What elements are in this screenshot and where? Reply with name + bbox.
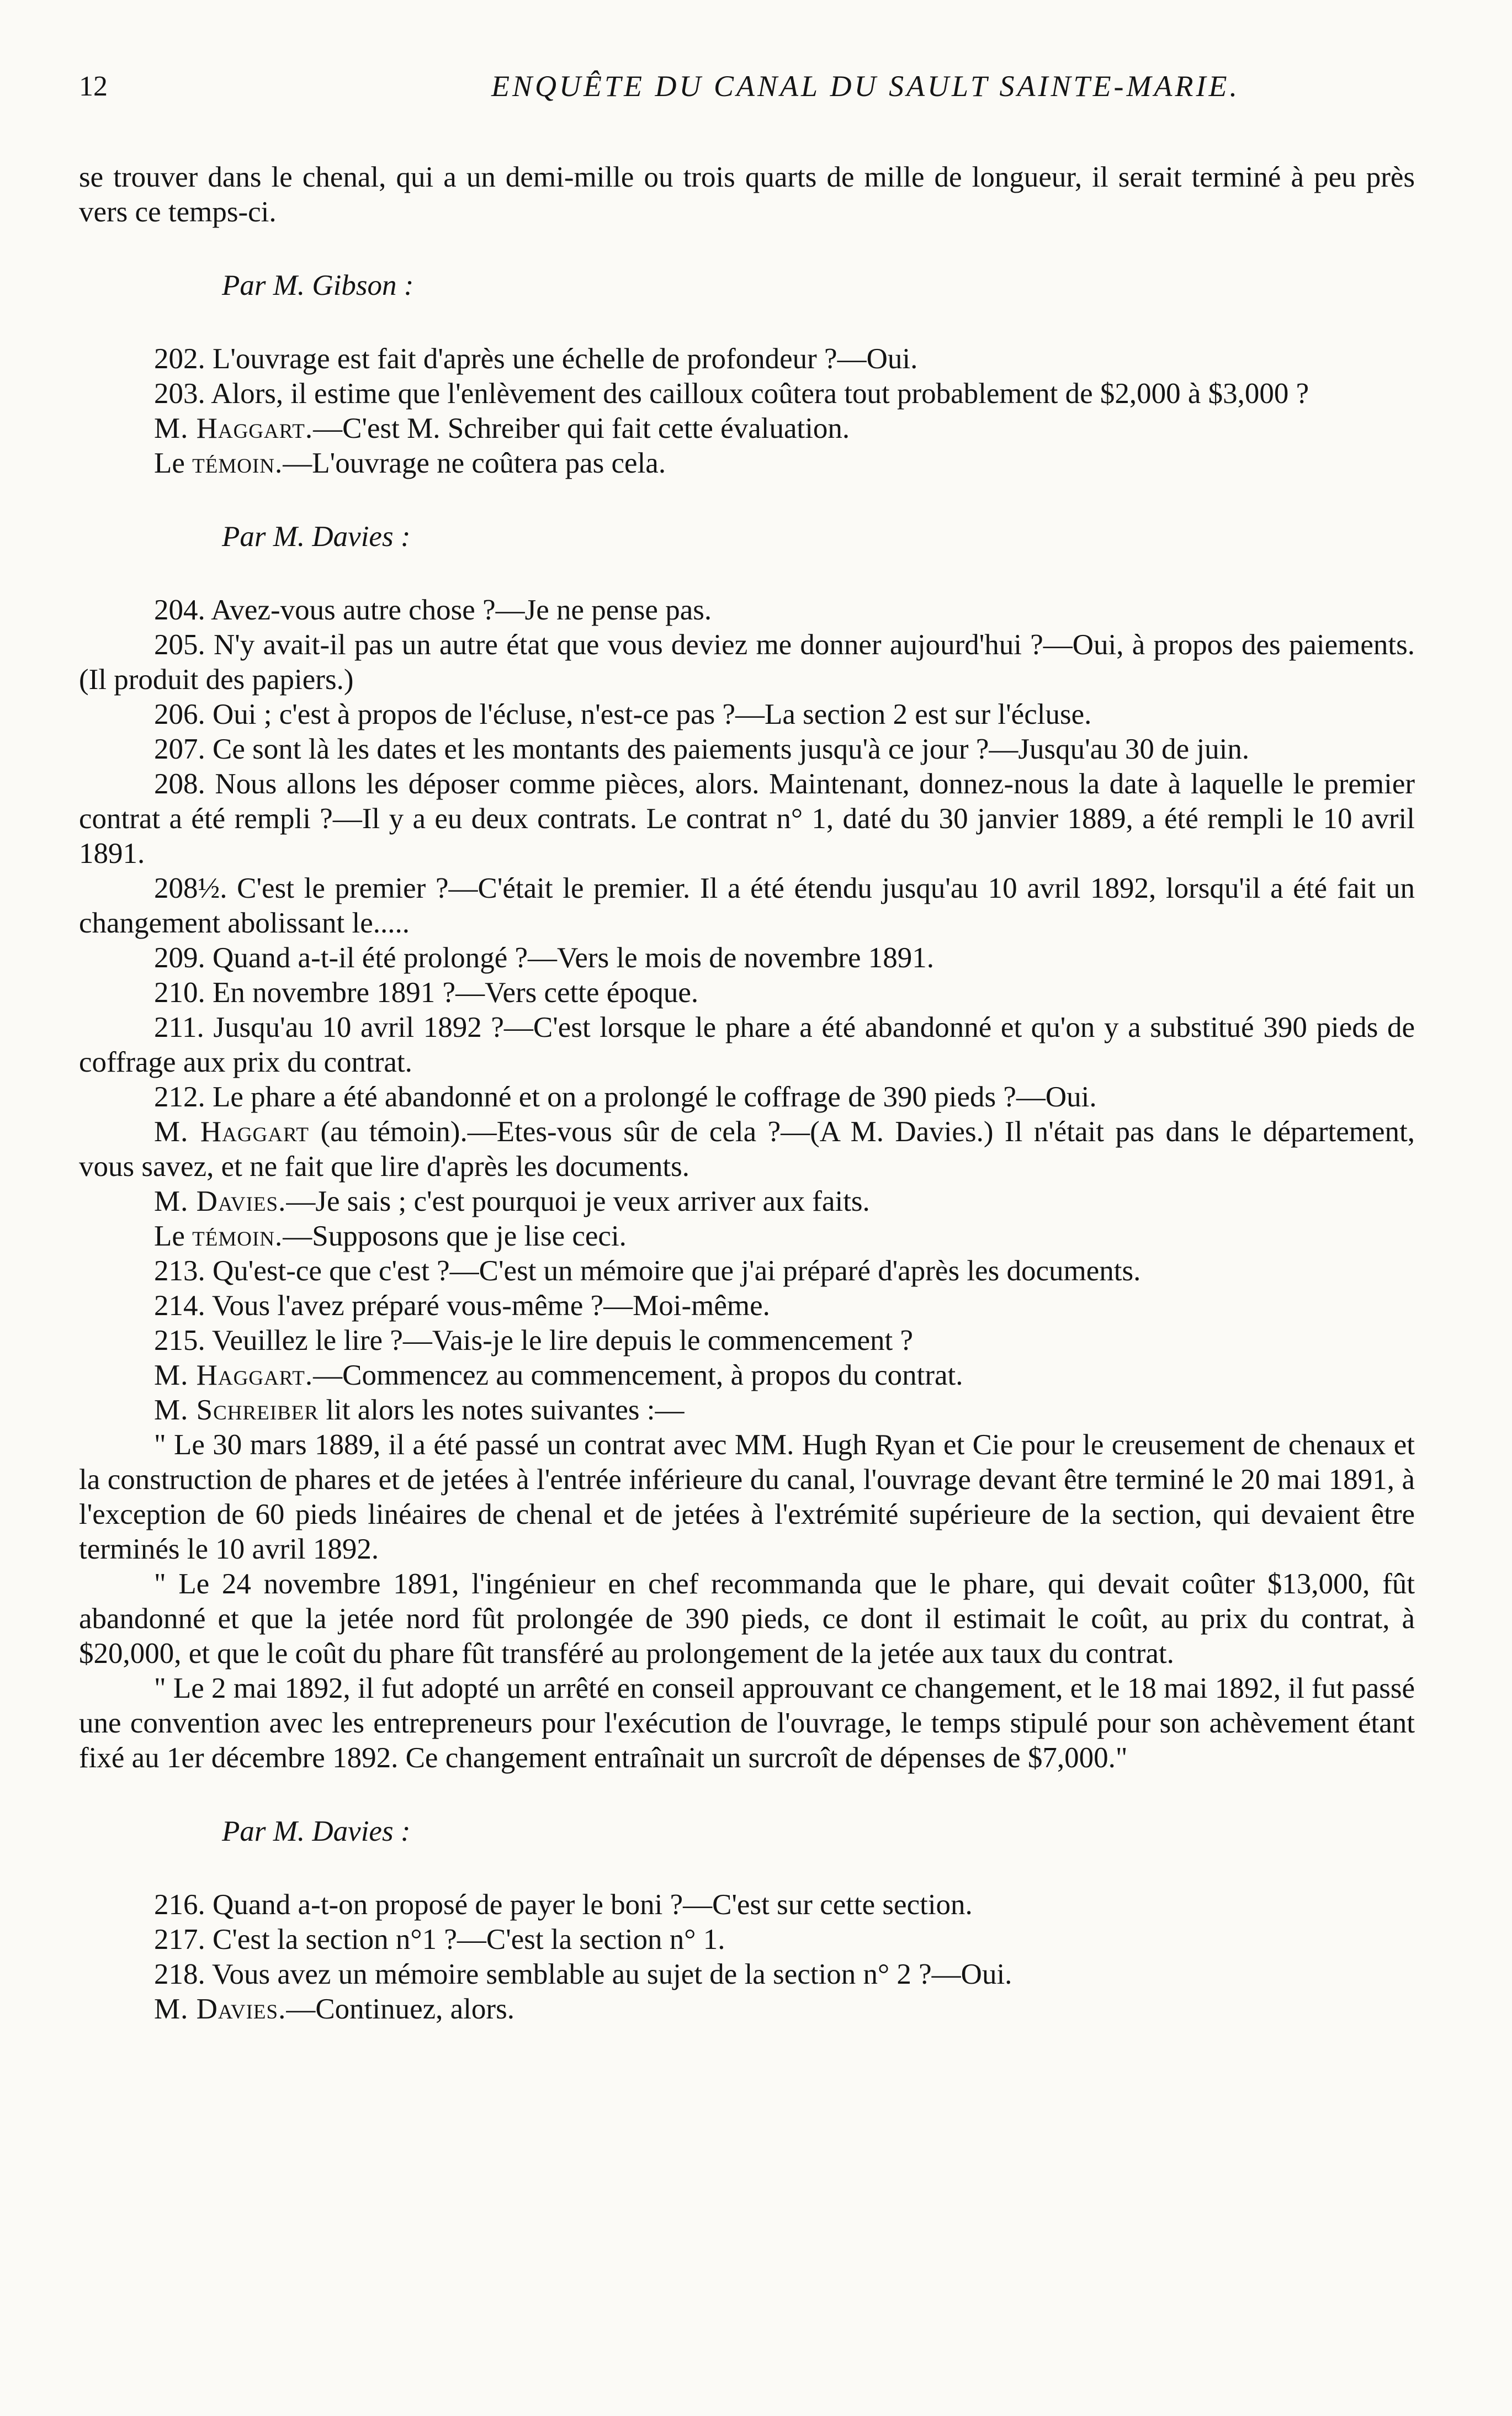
speaker-paragraph xyxy=(79,411,1415,446)
speaker-paragraph xyxy=(79,1393,1415,1428)
paragraph-text: 214. Vous l'avez préparé vous-même ?—Moi-même. xyxy=(154,1290,770,1322)
speaker-name: M. Haggart. xyxy=(154,1359,314,1391)
testimony-paragraph xyxy=(79,1289,1415,1323)
paragraph-text: —Continuez, alors. xyxy=(286,1993,514,2025)
speaker-name: témoin. xyxy=(192,1220,283,1252)
paragraph-text: 217. C'est la section n°1 ?—C'est la section n° 1. xyxy=(154,1924,725,1956)
testimony-paragraph xyxy=(79,1010,1415,1080)
testimony-paragraph xyxy=(79,1671,1415,1776)
testimony-paragraph xyxy=(79,377,1415,411)
examiner-heading: Par M. Davies : xyxy=(222,1815,411,1847)
speaker-paragraph xyxy=(79,1219,1415,1254)
testimony-paragraph xyxy=(79,732,1415,767)
running-title: ENQUÊTE DU CANAL DU SAULT SAINTE-MARIE. xyxy=(491,70,1240,103)
examiner-heading: Par M. Gibson : xyxy=(222,269,414,301)
paragraph-text: 215. Veuillez le lire ?—Vais-je le lire depuis le commencement ? xyxy=(154,1324,914,1357)
testimony-paragraph xyxy=(79,1080,1415,1115)
testimony-paragraph xyxy=(79,1567,1415,1671)
paragraph-text: 218. Vous avez un mémoire semblable au sujet de la section n° 2 ?—Oui. xyxy=(154,1958,1012,1990)
speaker-paragraph xyxy=(79,1184,1415,1219)
paragraph-text: " Le 30 mars 1889, il a été passé un contrat avec MM. Hugh Ryan et Cie pour le creusement de chenaux et la construction de phares et de jetées à l'entrée inférieure du canal, l'ouvrage devant être terminé le 20 mai 1891, à l'exception de 60 pieds linéaires de chenal et de jetées à l'extrémité supérieure de la section, qui devaient être terminés le 10 avril 1892. xyxy=(79,1429,1415,1565)
paragraph-text: 210. En novembre 1891 ?—Vers cette époque. xyxy=(154,977,699,1009)
paragraph-text: lit alors les notes suivantes :— xyxy=(319,1394,685,1426)
paragraph-text: 207. Ce sont là les dates et les montants des paiements jusqu'à ce jour ?—Jusqu'au 30 de juin. xyxy=(154,733,1250,765)
testimony-paragraph xyxy=(79,1323,1415,1358)
paragraph-text: 211. Jusqu'au 10 avril 1892 ?—C'est lorsque le phare a été abandonné et qu'on y a substitué 390 pieds de coffrage aux prix du contrat. xyxy=(79,1011,1415,1078)
speaker-name: M. Haggart xyxy=(154,1116,310,1148)
paragraph-text: " Le 2 mai 1892, il fut adopté un arrêté en conseil approuvant ce changement, et le 18 mai 1892, il fut passé une convention avec les entrepreneurs pour l'exécution de l'ouvrage, le temps stipulé pour son achèvement étant fixé au 1er décembre 1892. Ce changement entraînait un surcroît de dépenses de $7,000." xyxy=(79,1672,1415,1774)
testimony-paragraph xyxy=(79,593,1415,628)
speaker-paragraph xyxy=(79,446,1415,481)
testimony-paragraph xyxy=(79,1922,1415,1957)
paragraph-text: —C'est M. Schreiber qui fait cette évaluation. xyxy=(313,412,850,444)
paragraph-text: se trouver dans le chenal, qui a un demi-mille ou trois quarts de mille de longueur, il serait terminé à peu près vers ce temps-ci. xyxy=(79,161,1415,228)
testimony-paragraph xyxy=(79,1957,1415,1992)
speaker-prefix: Le xyxy=(154,447,193,479)
paragraph-text: 212. Le phare a été abandonné et on a prolongé le coffrage de 390 pieds ?—Oui. xyxy=(154,1081,1097,1113)
speaker-name: M. Davies. xyxy=(154,1185,287,1217)
paragraph-text: 208. Nous allons les déposer comme pièces, alors. Maintenant, donnez-nous la date à laquelle le premier contrat a été rempli ?—Il y a eu deux contrats. Le contrat n° 1, daté du 30 janvier 1889, a été rempli le 10 avril 1891. xyxy=(79,768,1415,870)
testimony-paragraph xyxy=(79,1254,1415,1289)
paragraph-text: 202. L'ouvrage est fait d'après une échelle de profondeur ?—Oui. xyxy=(154,343,918,375)
page-header xyxy=(79,69,1442,113)
paragraph-text: 206. Oui ; c'est à propos de l'écluse, n'est-ce pas ?—La section 2 est sur l'écluse. xyxy=(154,698,1092,730)
testimony-paragraph xyxy=(79,941,1415,976)
speaker-name: M. Davies. xyxy=(154,1993,287,2025)
speaker-name: M. Schreiber xyxy=(154,1394,319,1426)
paragraph-text: —L'ouvrage ne coûtera pas cela. xyxy=(283,447,666,479)
paragraph-text: 205. N'y avait-il pas un autre état que vous deviez me donner aujourd'hui ?—Oui, à propos des paiements. (Il produit des papiers.) xyxy=(79,629,1415,696)
paragraph-text: —Commencez au commencement, à propos du contrat. xyxy=(313,1359,963,1391)
paragraph-text: 208½. C'est le premier ?—C'était le premier. Il a été étendu jusqu'au 10 avril 1892, lorsqu'il a été fait un changement abolissant le..... xyxy=(79,872,1415,939)
page-number: 12 xyxy=(79,71,108,102)
paragraph-text: 203. Alors, il estime que l'enlèvement des cailloux coûtera tout probablement de $2,000 à $3,000 ? xyxy=(154,378,1309,410)
paragraph-text: —Supposons que je lise ceci. xyxy=(283,1220,627,1252)
paragraph-text: 209. Quand a-t-il été prolongé ?—Vers le mois de novembre 1891. xyxy=(154,942,934,974)
speaker-name: témoin. xyxy=(192,447,283,479)
paragraph-text: 213. Qu'est-ce que c'est ?—C'est un mémoire que j'ai préparé d'après les documents. xyxy=(154,1255,1141,1287)
testimony-paragraph xyxy=(79,697,1415,732)
examiner-heading: Par M. Davies : xyxy=(222,521,411,553)
paragraph-text: 204. Avez-vous autre chose ?—Je ne pense pas. xyxy=(154,594,712,626)
paragraph-text: —Je sais ; c'est pourquoi je veux arriver aux faits. xyxy=(286,1185,870,1217)
paragraph-text: (au témoin).—Etes-vous sûr de cela ?—(A M. Davies.) Il n'était pas dans le département, vous savez, et ne fait que lire d'après les documents. xyxy=(79,1116,1415,1183)
speaker-name: M. Haggart. xyxy=(154,412,314,444)
testimony-paragraph xyxy=(79,342,1415,377)
paragraph-text: " Le 24 novembre 1891, l'ingénieur en chef recommanda que le phare, qui devait coûter $13,000, fût abandonné et que la jetée nord fût prolongée de 390 pieds, ce dont il estimait le coût, au prix du contrat, à $20,000, et que le coût du phare fût transféré au prolongement de la jetée aux taux du contrat. xyxy=(79,1568,1415,1670)
speaker-paragraph xyxy=(79,1115,1415,1184)
testimony-paragraph xyxy=(79,628,1415,697)
speaker-prefix: Le xyxy=(154,1220,193,1252)
testimony-paragraph xyxy=(79,1888,1415,1922)
testimony-paragraph xyxy=(79,976,1415,1010)
testimony-paragraph xyxy=(79,160,1415,230)
speaker-paragraph xyxy=(79,1992,1415,2027)
testimony-paragraph xyxy=(79,871,1415,941)
testimony-paragraph xyxy=(79,767,1415,871)
document-body xyxy=(79,160,1415,2027)
paragraph-text: 216. Quand a-t-on proposé de payer le boni ?—C'est sur cette section. xyxy=(154,1889,973,1921)
speaker-paragraph xyxy=(79,1358,1415,1393)
testimony-paragraph xyxy=(79,1428,1415,1567)
